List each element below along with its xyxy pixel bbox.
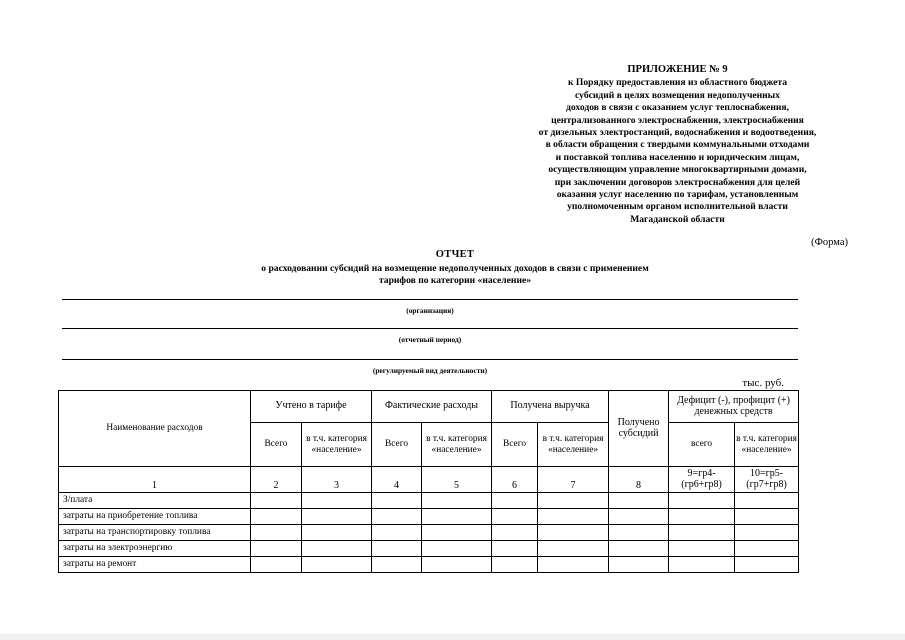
table-cell[interactable] — [669, 509, 735, 525]
annex-line: к Порядку предоставления из областного бюджета — [567, 77, 788, 89]
table-cell[interactable] — [538, 509, 609, 525]
subsidy-header: Получено субсидий — [609, 391, 669, 467]
table-cell[interactable] — [538, 525, 609, 541]
revenue-population-header: в т.ч. категория «население» — [538, 423, 609, 467]
table-cell[interactable] — [669, 541, 735, 557]
table-row — [59, 541, 799, 557]
tariff-group-header: Учтено в тарифе — [251, 391, 372, 423]
table-cell[interactable] — [609, 509, 669, 525]
table-cell[interactable] — [492, 557, 538, 573]
annex-title: ПРИЛОЖЕНИЕ № 9 — [627, 64, 728, 75]
table-cell[interactable] — [609, 493, 669, 509]
table-cell[interactable] — [372, 493, 422, 509]
table-cell[interactable] — [251, 541, 302, 557]
annex-line: Магаданской области — [630, 213, 725, 225]
annex-line: оказания услуг населению по тарифам, установленным — [556, 189, 799, 201]
deficit-total-header: всего — [669, 423, 735, 467]
table-row — [59, 525, 799, 541]
table-cell[interactable] — [492, 509, 538, 525]
column-number: 1 — [59, 467, 251, 493]
actual-total-header: Всего — [372, 423, 422, 467]
table-cell[interactable] — [538, 493, 609, 509]
table-row — [59, 493, 799, 509]
table-cell[interactable] — [735, 541, 799, 557]
report-subtitle — [170, 263, 740, 286]
column-number: 3 — [302, 467, 372, 493]
table-cell[interactable] — [251, 525, 302, 541]
activity-field-line[interactable] — [62, 359, 798, 360]
column-number: 5 — [422, 467, 492, 493]
header-row-groups — [59, 391, 799, 423]
table-cell[interactable] — [735, 557, 799, 573]
table-cell[interactable] — [669, 493, 735, 509]
expense-name-header: Наименование расходов — [59, 391, 251, 467]
report-subtitle-line: тарифов по категории «население» — [378, 274, 532, 286]
form-label: (Форма) — [811, 237, 848, 248]
organization-field-line[interactable] — [62, 299, 798, 300]
deficit-group-header: Дефицит (-), профицит (+) денежных средств — [669, 391, 799, 423]
table-cell[interactable] — [372, 509, 422, 525]
annex-line: при заключении договоров электроснабжения для целей — [554, 176, 801, 188]
table-cell[interactable] — [538, 557, 609, 573]
table-cell[interactable] — [302, 525, 372, 541]
table-cell[interactable] — [251, 493, 302, 509]
annex-line: и поставкой топлива населению и юридическим лицам, — [555, 151, 800, 163]
annex-header — [505, 64, 850, 226]
table-cell[interactable] — [302, 541, 372, 557]
scan-edge — [0, 634, 905, 640]
annex-line: централизованного электроснабжения, электроснабжения — [551, 114, 804, 126]
row-label: затраты на электроэнергию — [59, 541, 251, 557]
column-number: 2 — [251, 467, 302, 493]
organization-caption: (организация) — [406, 306, 454, 315]
table-cell[interactable] — [735, 493, 799, 509]
column-number: 6 — [492, 467, 538, 493]
table-row — [59, 509, 799, 525]
table-cell[interactable] — [422, 509, 492, 525]
table-cell[interactable] — [302, 493, 372, 509]
deficit-population-header: в т.ч. категория «население» — [735, 423, 799, 467]
annex-line: от дизельных электростанций, водоснабжения и водоотведения, — [538, 127, 817, 139]
table-cell[interactable] — [609, 541, 669, 557]
table-cell[interactable] — [609, 557, 669, 573]
table-cell[interactable] — [492, 493, 538, 509]
table-cell[interactable] — [492, 541, 538, 557]
activity-caption: (регулируемый вид деятельности) — [372, 366, 488, 375]
table-cell[interactable] — [302, 557, 372, 573]
table-cell[interactable] — [538, 541, 609, 557]
revenue-total-header: Всего — [492, 423, 538, 467]
row-label: затраты на приобретение топлива — [59, 509, 251, 525]
table-row — [59, 557, 799, 573]
table-cell[interactable] — [251, 557, 302, 573]
table-cell[interactable] — [372, 557, 422, 573]
table-cell[interactable] — [302, 509, 372, 525]
table-cell[interactable] — [422, 493, 492, 509]
column-number: 4 — [372, 467, 422, 493]
annex-line: осуществляющим управление многоквартирными домами, — [548, 164, 807, 176]
units-label: тыс. руб. — [742, 377, 784, 389]
actual-group-header: Фактические расходы — [372, 391, 492, 423]
period-caption: (отчетный период) — [398, 335, 462, 344]
period-field-line[interactable] — [62, 328, 798, 329]
table-cell[interactable] — [372, 541, 422, 557]
column-number-row — [59, 467, 799, 493]
table-cell[interactable] — [669, 525, 735, 541]
actual-population-header: в т.ч. категория «население» — [422, 423, 492, 467]
table-cell[interactable] — [422, 557, 492, 573]
table-cell[interactable] — [735, 525, 799, 541]
annex-line: в области обращения с твердыми коммунальными отходами — [545, 139, 810, 151]
table-cell[interactable] — [492, 525, 538, 541]
column-number: 10=гр5-(гр7+гр8) — [735, 467, 799, 493]
tariff-population-header: в т.ч. категория «население» — [302, 423, 372, 467]
report-subtitle-line: о расходовании субсидий на возмещение недополученных доходов в связи с применением — [261, 263, 649, 274]
column-number: 9=гр4-(гр6+гр8) — [669, 467, 735, 493]
report-table — [58, 390, 799, 573]
tariff-total-header: Всего — [251, 423, 302, 467]
table-cell[interactable] — [422, 525, 492, 541]
table-cell[interactable] — [735, 509, 799, 525]
table-cell[interactable] — [251, 509, 302, 525]
annex-line: субсидий в целях возмещения недополученных — [575, 89, 780, 101]
table-cell[interactable] — [372, 525, 422, 541]
annex-line: доходов в связи с оказанием услуг теплоснабжения, — [566, 102, 789, 114]
revenue-group-header: Получена выручка — [492, 391, 609, 423]
row-label: затраты на ремонт — [59, 557, 251, 573]
row-label: затраты на транспортировку топлива — [59, 525, 251, 541]
table-cell[interactable] — [422, 541, 492, 557]
table-cell[interactable] — [609, 525, 669, 541]
annex-line: уполномоченным органом исполнительной власти — [567, 201, 788, 213]
report-title: ОТЧЕТ — [435, 249, 475, 260]
column-number: 8 — [609, 467, 669, 493]
row-label: З/плата — [59, 493, 251, 509]
table-cell[interactable] — [669, 557, 735, 573]
column-number: 7 — [538, 467, 609, 493]
